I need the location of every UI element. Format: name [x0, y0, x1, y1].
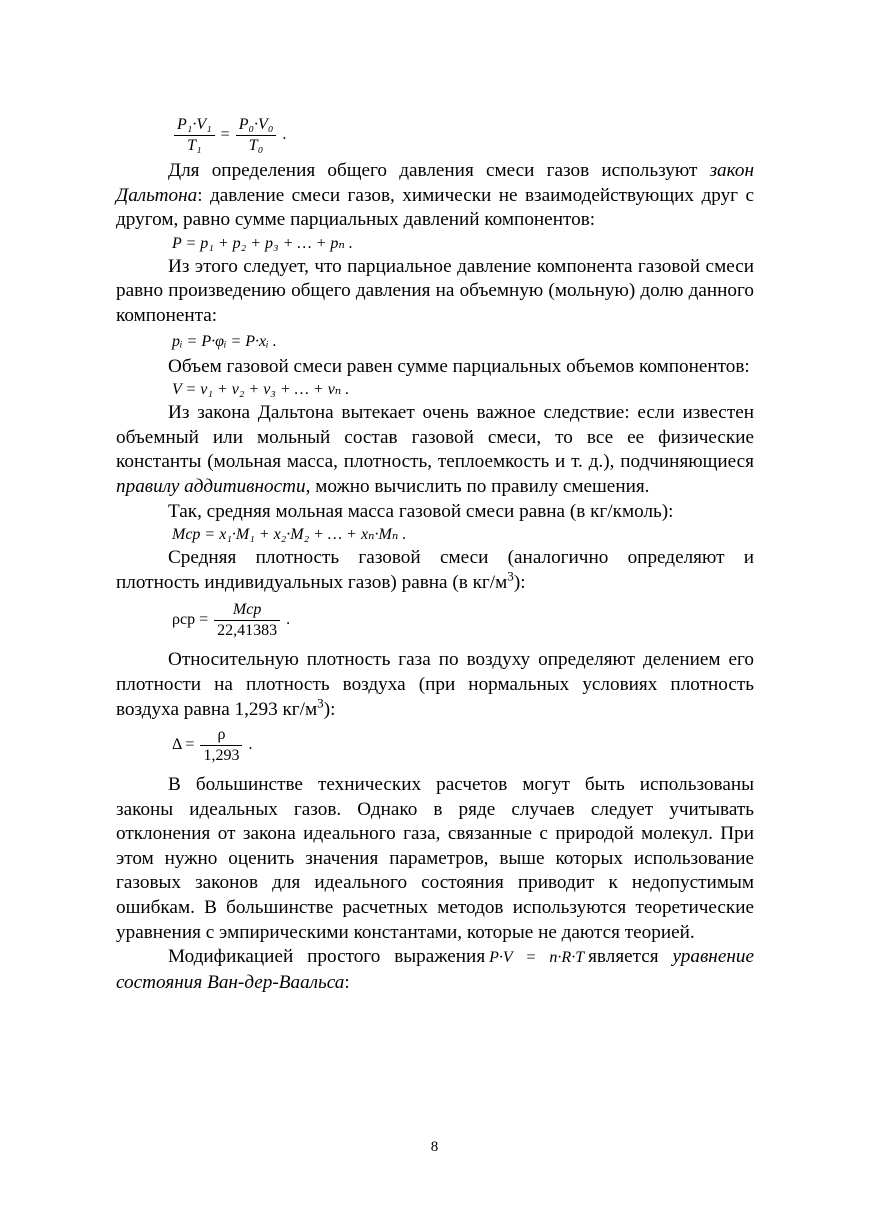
formula-total-pressure: P = p₁ + p₂ + p₃ + … + pₙ . — [172, 234, 353, 252]
paragraph-molar-mass: Так, средняя мольная масса газовой смеси равна (в кг/кмоль): — [168, 500, 674, 522]
paragraph-van-der-waals: Модификацией простого выражения P·V = n·R·T является уравнение состояния Ван-дер-Ваальса: — [116, 946, 754, 993]
fraction-numerator: ρ — [200, 726, 242, 746]
fraction — [214, 601, 280, 640]
paragraph-volume: Объем газовой смеси равен сумме парциальных объемов компонентов: — [168, 355, 750, 377]
page-number: 8 — [430, 1139, 439, 1155]
paragraph-partial-pressure: Из этого следует, что парциальное давление компонента газовой смеси равно произведению общего давления на объемную (мольную) долю данного компонента: — [116, 255, 754, 326]
fraction-numerator: Mср — [214, 601, 280, 621]
inline-formula-ideal-gas: P·V = n·R·T — [489, 949, 585, 967]
fraction-denominator: T₀ — [248, 137, 264, 154]
fraction-right — [236, 116, 277, 155]
fraction-denominator: 1,293 — [203, 747, 240, 765]
paragraph-ideal-gas: В большинстве технических расчетов могут быть использованы законы идеальных газов. Однако в ряде случаев следует учитывать отклонения от закона идеального газа, связанные с природой молекул. При этом нужно оценить значения параметров, выше которых использование газовых законов для идеального состояния приводит к недопустимым ошибкам. В большинстве расчетных методов используются теоретические уравнения с эмпирическими константами, которые не даются теорией. — [116, 774, 754, 943]
formula-total-volume: V = v₁ + v₂ + v₃ + … + vₙ . — [172, 381, 350, 399]
fraction-left — [174, 116, 215, 155]
fraction — [200, 726, 242, 765]
formula-lhs: ρср = — [172, 611, 209, 629]
formula-mean-molar-mass: Mср = x₁·M₁ + x₂·M₂ + … + xₙ·Mₙ . — [172, 526, 407, 544]
fraction-denominator: 22,41383 — [217, 622, 278, 640]
term-dalton-law: закон Дальтона — [116, 160, 754, 206]
formula-partial-pressure: pᵢ = P·φᵢ = P·xᵢ . — [172, 332, 277, 350]
paragraph-density: Средняя плотность газовой смеси (аналогично определяют и плотность индивидуальных газов) равна (в $кг/м^3$): — [116, 547, 754, 593]
paragraph-relative-density: Относительную плотность газа по воздуху определяют делением его плотности на плотность воздуха (при нормальных условиях плотность воздуха равна 1,293 $кг/м^3$): — [116, 649, 754, 720]
fraction-numerator: P₀·V₀ — [236, 116, 277, 136]
document-page — [116, 108, 754, 995]
formula-relative-density: Δ = $\frac{\rho}{1,293}$ . — [172, 726, 253, 765]
paragraph-dalton-law: Для определения общего давления смеси газов используют закон Дальтона: давление смеси газов, химически не взаимодействующих друг с другом, равно сумме парциальных давлений компонентов: — [116, 160, 754, 231]
term-van-der-waals: уравнение состояния Ван-дер-Ваальса — [116, 946, 754, 993]
paragraph-additivity: Из закона Дальтона вытекает очень важное следствие: если известен объемный или мольный состав газовой смеси, то все ее физические константы (мольная масса, плотность, теплоемкость и т. д.), подчиняющиеся правилу аддитивности, можно вычислить по правилу смешения. — [116, 402, 754, 497]
formula-lhs: Δ = — [172, 736, 195, 754]
term-additivity: правилу аддитивности — [116, 475, 306, 497]
fraction-denominator: T₁ — [187, 137, 202, 154]
formula-mean-density: ρср = $\frac{\text{Mср}}{22,41383}$ . — [172, 601, 291, 640]
formula-gas-law: $\frac{\text{P₁·V₁}}{\text{T₁}}$ = $\frac{\text{P₀·V₀}}{\text{T₀}}$ . — [116, 116, 754, 155]
fraction-numerator: P₁·V₁ — [174, 116, 215, 136]
